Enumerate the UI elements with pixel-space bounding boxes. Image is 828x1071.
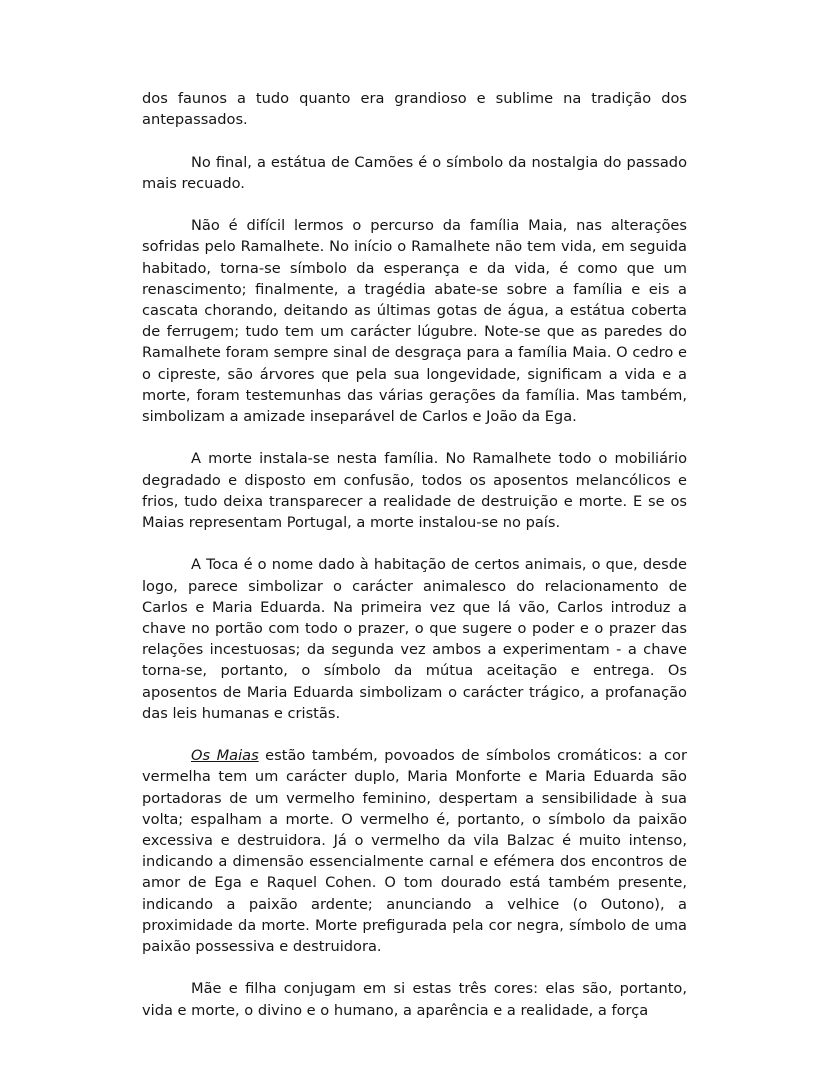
paragraph-7: Mãe e filha conjugam em si estas três cores: elas são, portanto, vida e morte, o divino e o humano, a aparência e a realidade, a força — [142, 980, 687, 1019]
paragraph-6-body: estão também, povoados de símbolos cromáticos: a cor vermelha tem um carácter duplo, Maria Monforte e Maria Eduarda são portadoras de um vermelho feminino, despertam a sensibilidade à sua volta; espalham a morte. O vermelho é, portanto, o símbolo da paixão excessiva e destruidora. Já o vermelho da vila Balzac é muito intenso, indicando a dimensão essencialmente carnal e efémera dos encontros de amor de Ega e Raquel Cohen. O tom dourado está também presente, indicando a paixão ardente; anunciando a velhice (o Outono), a proximidade da morte. Morte prefigurada pela cor negra, símbolo de uma paixão possessiva e destruidora. — [142, 747, 687, 956]
document-text-column — [142, 88, 687, 1021]
paragraph-2: No final, a estátua de Camões é o símbolo da nostalgia do passado mais recuado. — [142, 153, 687, 192]
paragraph-5: A Toca é o nome dado à habitação de certos animais, o que, desde logo, parece simbolizar o carácter animalesco do relacionamento de Carlos e Maria Eduarda. Na primeira vez que lá vão, Carlos introduz a chave no portão com todo o prazer, o que sugere o poder e o prazer das relações incestuosas; da segunda vez ambos a experimentam - a chave torna-se, portanto, o símbolo da mútua aceitação e entrega. Os aposentos de Maria Eduarda simbolizam o carácter trágico, a profanação das leis humanas e cristãs. — [142, 556, 687, 722]
paragraph-1: dos faunos a tudo quanto era grandioso e sublime na tradição dos antepassados. — [142, 90, 687, 129]
paragraph-4: A morte instala-se nesta família. No Ramalhete todo o mobiliário degradado e disposto em confusão, todos os aposentos melancólicos e frios, tudo deixa transparecer a realidade de destruição e morte. E se os Maias representam Portugal, a morte instalou-se no país. — [142, 450, 687, 532]
book-title-os-maias: Os Maias — [191, 747, 259, 765]
paragraph-6 — [142, 745, 687, 957]
paragraph-3: Não é difícil lermos o percurso da família Maia, nas alterações sofridas pelo Ramalhete. No início o Ramalhete não tem vida, em seguida habitado, torna-se símbolo da esperança e da vida, é como que um renascimento; finalmente, a tragédia abate-se sobre a família e eis a cascata chorando, deitando as últimas gotas de água, a estátua coberta de ferrugem; tudo tem um carácter lúgubre. Note-se que as paredes do Ramalhete foram sempre sinal de desgraça para a família Maia. O cedro e o cipreste, são árvores que pela sua longevidade, significam a vida e a morte, foram testemunhas das várias gerações da família. Mas também, simbolizam a amizade inseparável de Carlos e João da Ega. — [142, 217, 687, 426]
